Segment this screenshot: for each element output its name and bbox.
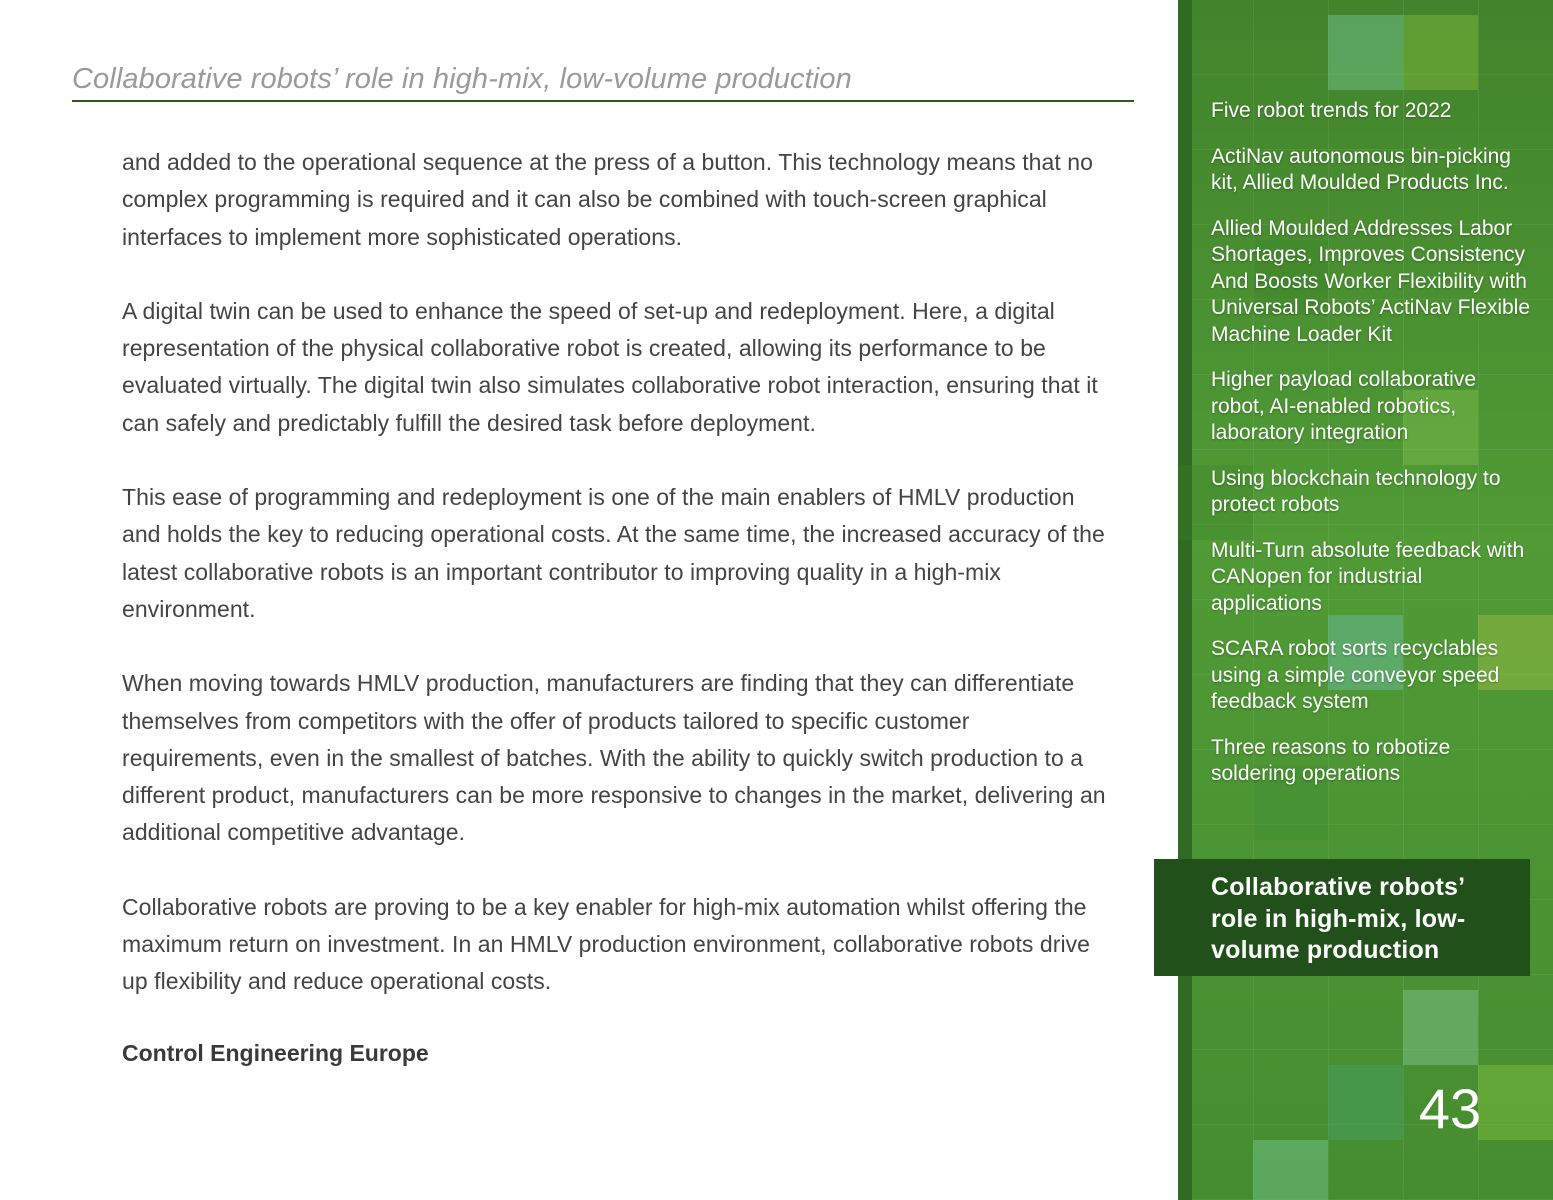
sidebar-item[interactable]: ActiNav autonomous bin-picking kit, Allied Moulded Products Inc.	[1211, 144, 1511, 194]
sidebar-item[interactable]: Three reasons to robotize soldering operations	[1211, 735, 1451, 785]
article-paragraph: Collaborative robots are proving to be a key enabler for high-mix automation whilst offering the maximum return on investment. In an HMLV production environment, collaborative robots drive up flexibility and reduce operational costs.	[122, 893, 1091, 995]
article-paragraph: and added to the operational sequence at the press of a button. This technology means that no complex programming is required and it can also be combined with touch-screen graphical interfaces to implement more sophisticated operations.	[122, 149, 1093, 250]
sidebar-item-active-label: Collaborative robots’ role in high-mix, low-volume production	[1211, 873, 1466, 964]
sidebar-item[interactable]: SCARA robot sorts recyclables using a simple conveyor speed feedback system	[1211, 637, 1500, 713]
sidebar-item-active[interactable]	[1154, 859, 1530, 976]
article-paragraph: A digital twin can be used to enhance the speed of set-up and redeployment. Here, a digital representation of the physical collaborative robot is created, allowing its performance to be evaluated virtually. The digital twin also simulates collaborative robot interaction, ensuring that it can safely and predictably fulfill the desired task before deployment.	[122, 297, 1098, 436]
article-paragraph: When moving towards HMLV production, manufacturers are finding that they can differentiate themselves from competitors with the offer of products tailored to specific customer requirements, even in the smallest of batches. With the ability to quickly switch production to a different product, manufacturers can be more responsive to changes in the market, delivering an additional competitive advantage.	[122, 670, 1106, 846]
sidebar-item[interactable]: Five robot trends for 2022	[1211, 99, 1452, 122]
background-tile	[1328, 15, 1403, 90]
article-source: Control Engineering Europe	[122, 1039, 429, 1066]
background-tile	[1328, 1065, 1403, 1140]
sidebar-item[interactable]: Multi-Turn absolute feedback with CANopen for industrial applications	[1211, 538, 1525, 615]
background-tile	[1403, 15, 1478, 90]
background-tile	[1253, 1140, 1328, 1200]
article-title: Collaborative robots’ role in high-mix, low-volume production	[72, 63, 852, 95]
page-number: 43	[1418, 1077, 1482, 1140]
sidebar-item[interactable]: Higher payload collaborative robot, AI-enabled robotics, laboratory integration	[1211, 368, 1476, 444]
sidebar-item[interactable]: Using blockchain technology to protect robots	[1211, 466, 1501, 516]
sidebar-item[interactable]: Allied Moulded Addresses Labor Shortages, Improves Consistency And Boosts Worker Flexibility with Universal Robots’ ActiNav Flexible Machine Loader Kit	[1211, 216, 1531, 346]
article-paragraph: This ease of programming and redeployment is one of the main enablers of HMLV production and holds the key to reducing operational costs. At the same time, the increased accuracy of the latest collaborative robots is an important contributor to improving quality in a high-mix environment.	[122, 484, 1105, 622]
sidebar-nav	[1211, 98, 1531, 807]
article-header	[72, 62, 1134, 102]
background-tile	[1403, 990, 1478, 1065]
article-body	[122, 144, 1112, 1068]
sidebar-edge-stripe	[1178, 0, 1192, 1200]
sidebar-panel	[1178, 0, 1553, 1200]
